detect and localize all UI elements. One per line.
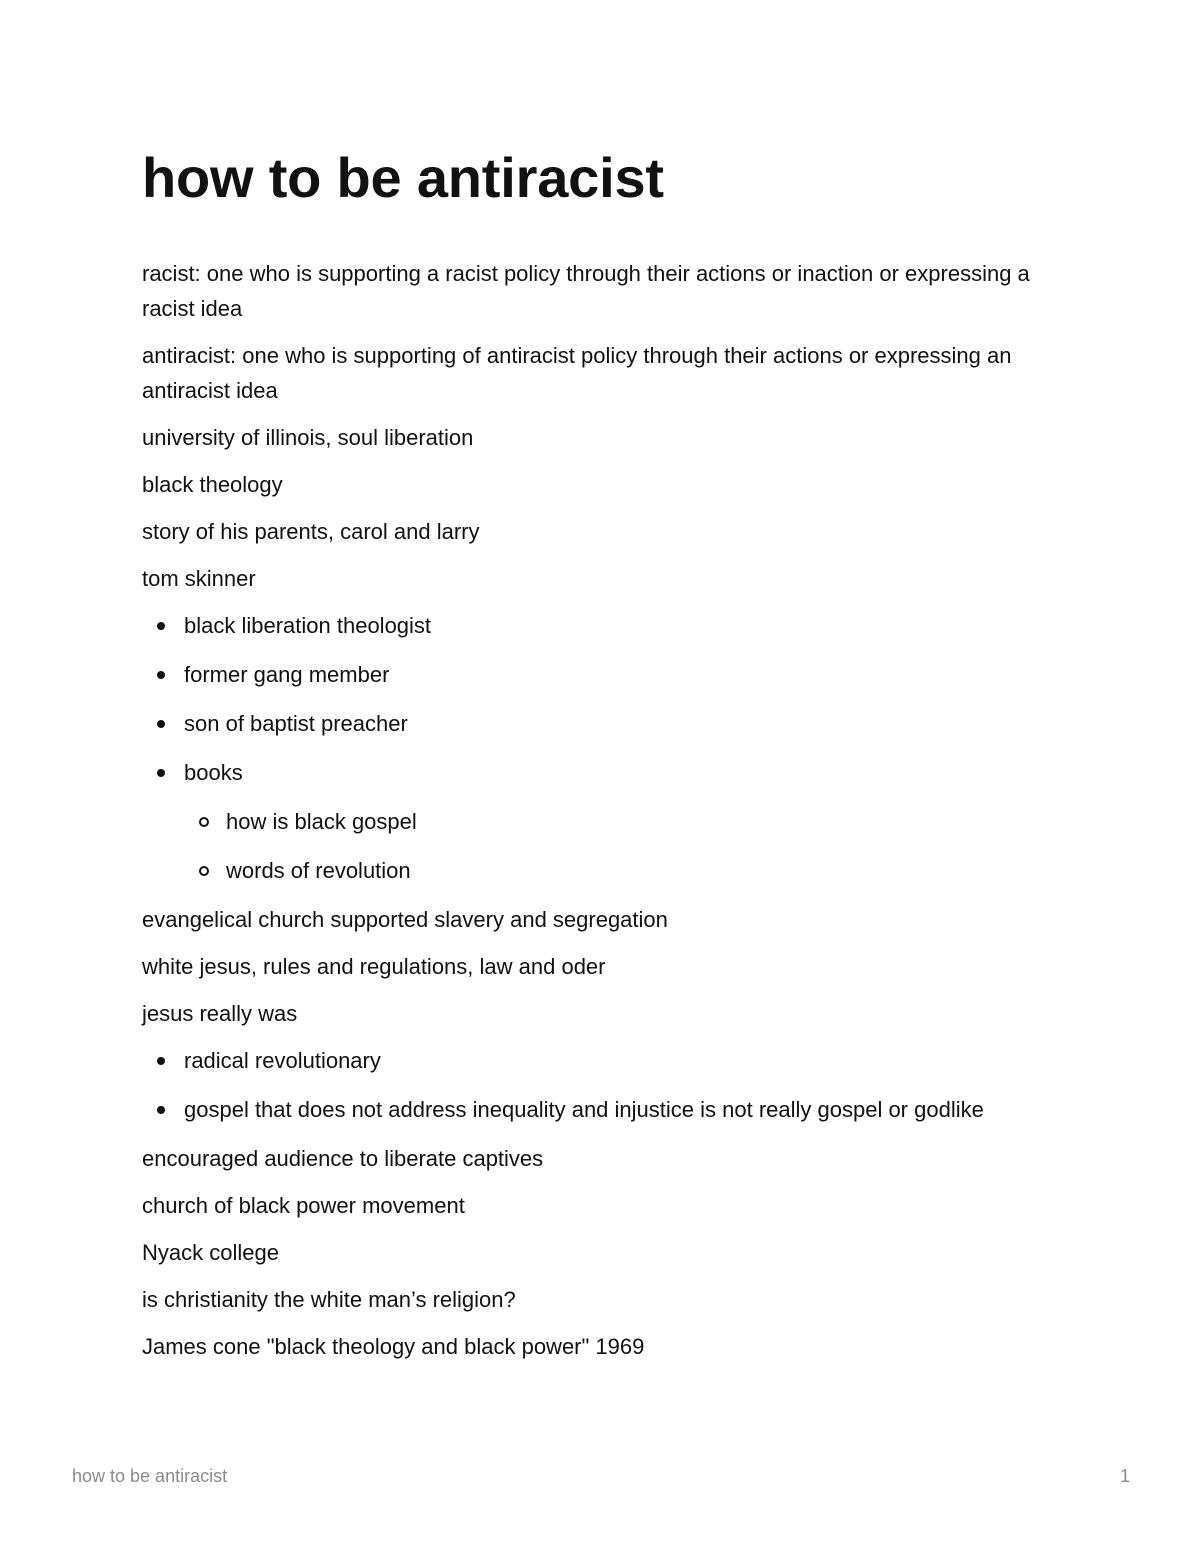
list-item-text: former gang member xyxy=(184,662,390,687)
list-item-text: son of baptist preacher xyxy=(184,711,408,736)
document-body xyxy=(142,256,1062,1376)
note-paragraph: is christianity the white man’s religion? xyxy=(142,1287,516,1312)
note-paragraph: evangelical church supported slavery and segregation xyxy=(142,907,668,932)
bullet-list-tom-skinner xyxy=(142,608,1062,888)
page-title: how to be antiracist xyxy=(142,146,664,209)
definition-racist: racist: one who is supporting a racist policy through their actions or inaction or expressing a racist idea xyxy=(142,261,1030,321)
note-paragraph: black theology xyxy=(142,472,283,497)
sub-list-item xyxy=(184,853,1062,888)
list-item-text: radical revolutionary xyxy=(184,1048,381,1073)
list-item-text: books xyxy=(184,760,243,785)
note-paragraph: James cone "black theology and black power" 1969 xyxy=(142,1334,645,1359)
note-paragraph: encouraged audience to liberate captives xyxy=(142,1146,544,1171)
note-paragraph: university of illinois, soul liberation xyxy=(142,425,474,450)
list-item xyxy=(142,1043,1062,1078)
bullet-list-jesus xyxy=(142,1043,1062,1127)
footer-document-title: how to be antiracist xyxy=(72,1466,228,1486)
sub-bullet-list-books xyxy=(184,804,1062,888)
note-paragraph: jesus really was xyxy=(142,1001,298,1026)
list-item xyxy=(142,706,1062,741)
list-item-text: black liberation theologist xyxy=(184,613,432,638)
list-item xyxy=(142,1092,1062,1127)
note-paragraph: white jesus, rules and regulations, law and oder xyxy=(142,954,606,979)
definition-antiracist: antiracist: one who is supporting of antiracist policy through their actions or expressing an antiracist idea xyxy=(142,343,1012,403)
list-item xyxy=(142,755,1062,888)
note-paragraph: tom skinner xyxy=(142,566,256,591)
list-item-text: gospel that does not address inequality and injustice is not really gospel or godlike xyxy=(184,1097,984,1122)
note-paragraph: story of his parents, carol and larry xyxy=(142,519,480,544)
note-paragraph: Nyack college xyxy=(142,1240,279,1265)
sub-list-item-text: words of revolution xyxy=(226,858,411,883)
list-item xyxy=(142,657,1062,692)
sub-list-item-text: how is black gospel xyxy=(226,809,417,834)
list-item xyxy=(142,608,1062,643)
sub-list-item xyxy=(184,804,1062,839)
note-paragraph: church of black power movement xyxy=(142,1193,465,1218)
footer-page-number: 1 xyxy=(1119,1466,1130,1486)
